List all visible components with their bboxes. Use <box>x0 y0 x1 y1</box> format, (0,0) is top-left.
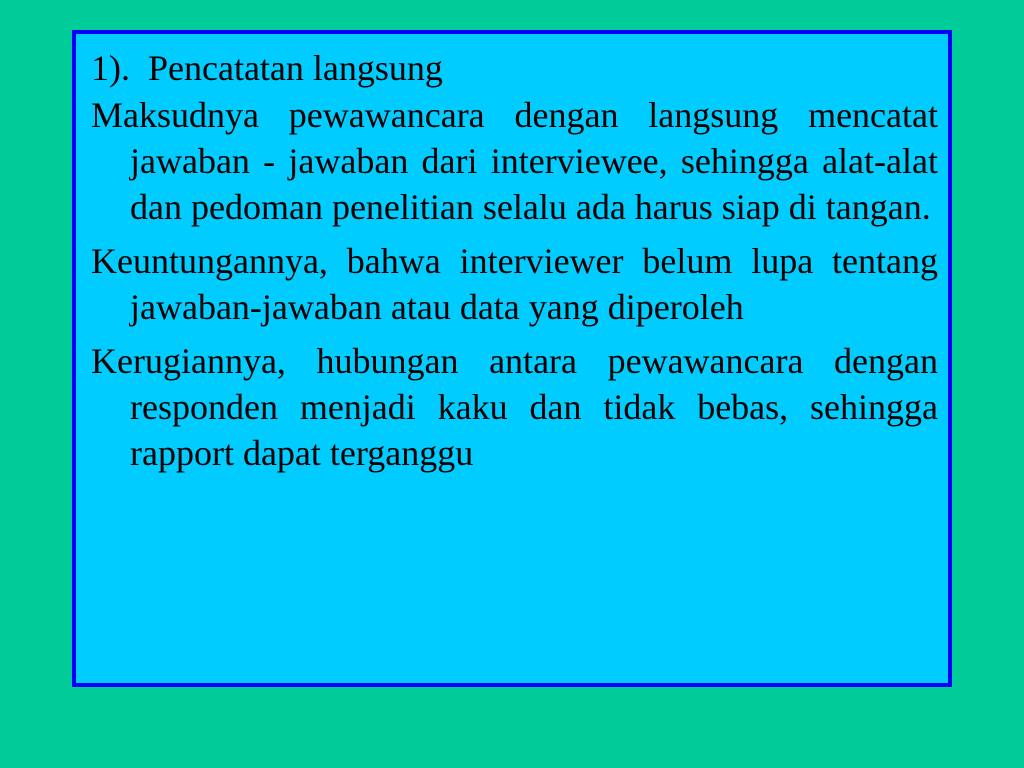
paragraph-keuntungannya: Keuntungannya, bahwa interviewer belum lupa tentang jawaban-jawaban atau data yang diperoleh <box>91 241 938 327</box>
text-frame <box>91 45 938 484</box>
paragraph-maksudnya: Maksudnya pewawancara dengan langsung mencatat jawaban - jawaban dari interviewee, sehingga alat-alat dan pedoman penelitian selalu ada harus siap di tangan. <box>91 95 938 227</box>
slide-heading: 1). Pencatatan langsung <box>91 48 443 88</box>
paragraph-kerugiannya: Kerugiannya, hubungan antara pewawancara dengan responden menjadi kaku dan tidak bebas, sehingga rapport dapat terganggu <box>91 341 938 473</box>
content-box <box>72 30 952 687</box>
